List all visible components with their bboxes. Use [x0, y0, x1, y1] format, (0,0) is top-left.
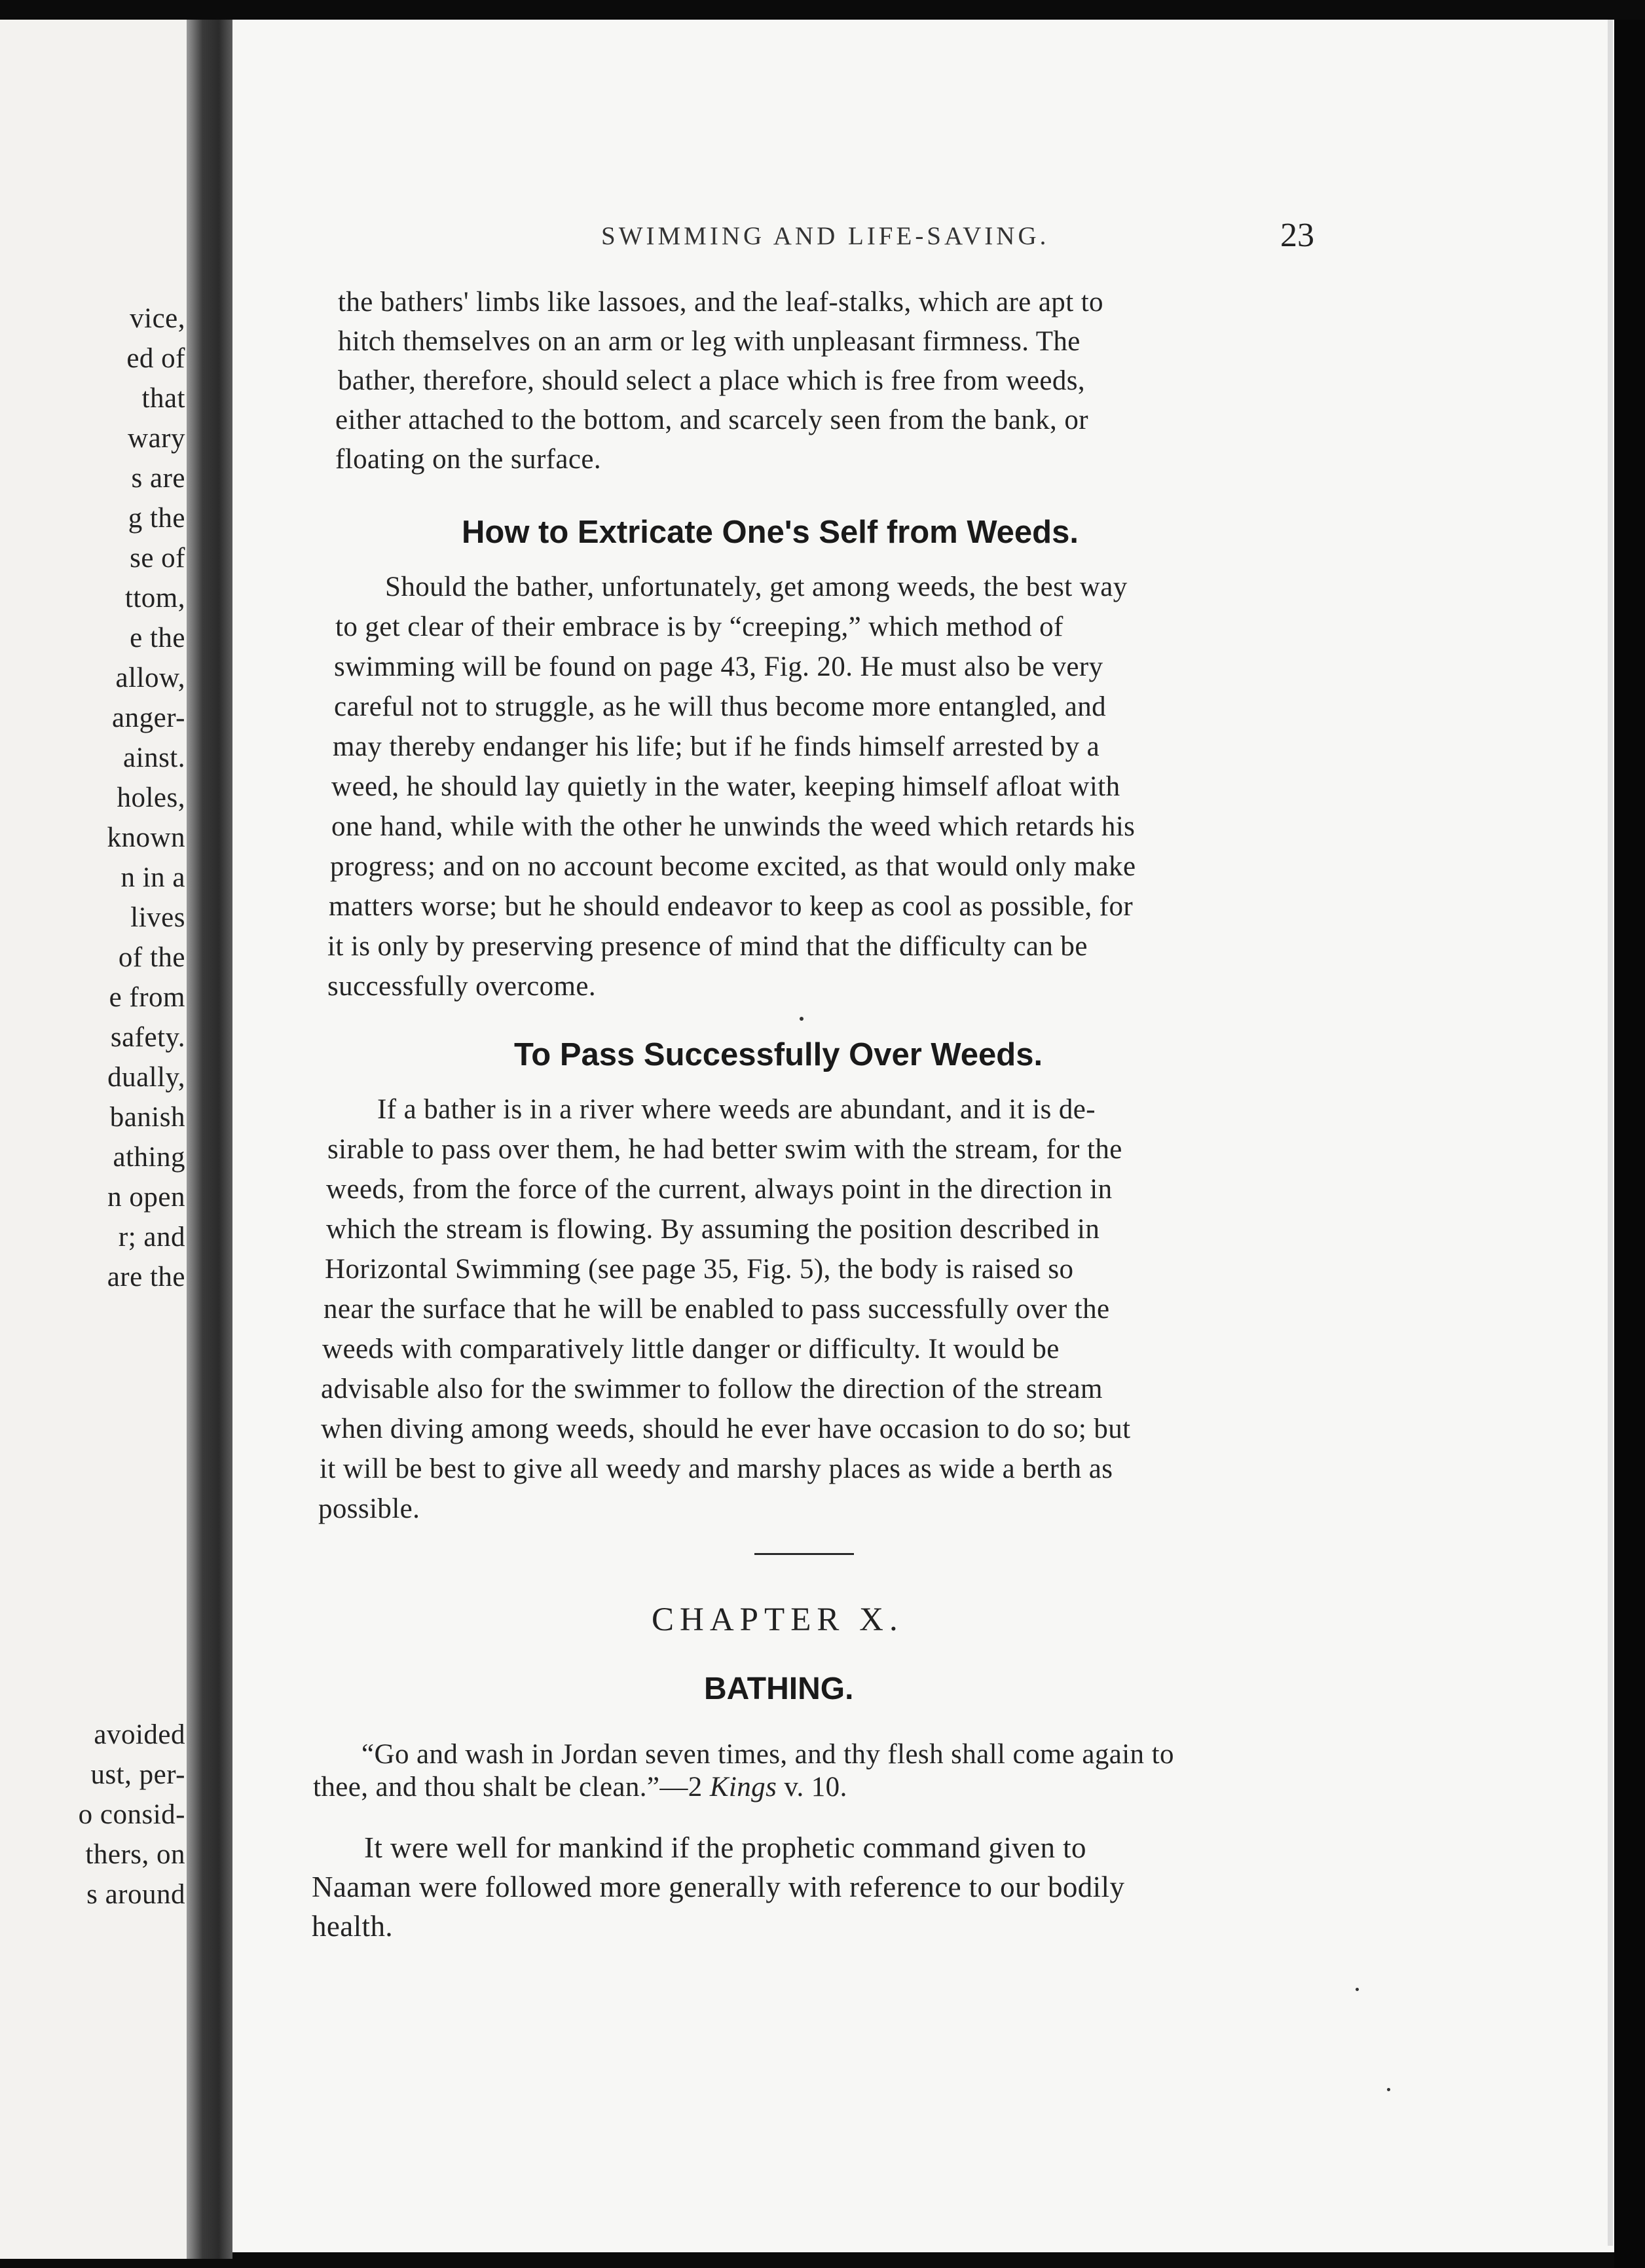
- facing-page-line: avoided: [94, 1719, 185, 1750]
- facing-page-line: ttom,: [124, 583, 185, 613]
- facing-page-line: ust, per-: [90, 1759, 185, 1790]
- text-line: sirable to pass over them, he had better swim with the stream, for the: [327, 1134, 1122, 1165]
- text-line: when diving among weeds, should he ever have occasion to do so; but: [321, 1414, 1131, 1444]
- text-line: which the stream is flowing. By assuming the position described in: [326, 1214, 1100, 1245]
- text-line: hitch themselves on an arm or leg with unpleasant firmness. The: [338, 326, 1081, 357]
- text-line: weeds, from the force of the current, always point in the direction in: [326, 1174, 1113, 1205]
- facing-page-line: e from: [109, 982, 185, 1013]
- scan-border: [1614, 20, 1645, 2268]
- facing-page-line: holes,: [117, 782, 185, 813]
- text-line: weeds with comparatively little danger or difficulty. It would be: [322, 1334, 1060, 1364]
- text-line: may thereby endanger his life; but if he finds himself arrested by a: [333, 731, 1100, 762]
- page-number: 23: [1280, 217, 1314, 254]
- facing-page-line: e the: [130, 623, 185, 653]
- text-line: Should the bather, unfortunately, get among weeds, the best way: [385, 572, 1128, 602]
- facing-page-line: athing: [113, 1142, 185, 1173]
- text-line: the bathers' limbs like lassoes, and the leaf-stalks, which are apt to: [338, 287, 1103, 318]
- text-line: near the surface that he will be enabled to pass successfully over the: [323, 1294, 1110, 1325]
- text-line: advisable also for the swimmer to follow the direction of the stream: [321, 1374, 1103, 1404]
- facing-page-line: ed of: [126, 343, 185, 374]
- facing-page-line: thers, on: [85, 1839, 185, 1870]
- facing-page-line: s are: [131, 463, 185, 494]
- facing-page-line: known: [107, 822, 185, 853]
- text-line: it is only by preserving presence of mind that the difficulty can be: [327, 931, 1088, 962]
- book-gutter: [187, 20, 232, 2259]
- facing-page-line: allow,: [115, 663, 185, 693]
- facing-page-line: that: [141, 383, 185, 414]
- text-line: one hand, while with the other he unwinds the weed which retards his: [331, 811, 1136, 842]
- epigraph-line: [313, 1773, 847, 1801]
- facing-page-line: safety.: [110, 1022, 185, 1053]
- text-line: weed, he should lay quietly in the water, keeping himself afloat with: [331, 771, 1120, 802]
- facing-page-line: banish: [109, 1102, 185, 1133]
- scan-speck: [1387, 2088, 1390, 2091]
- epigraph-verse: v. 10.: [777, 1772, 847, 1802]
- text-line: health.: [312, 1910, 394, 1943]
- epigraph-line: “Go and wash in Jordan seven times, and thy flesh shall come again to: [361, 1739, 1174, 1770]
- scan-speck: [800, 1017, 804, 1021]
- facing-page-line: n in a: [120, 862, 185, 893]
- facing-page-line: anger-: [112, 703, 185, 733]
- facing-page-line: wary: [128, 423, 185, 454]
- facing-page-line: g the: [128, 503, 185, 534]
- page-edge: [1608, 20, 1613, 2246]
- text-line: Naaman were followed more generally with reference to our bodily: [312, 1871, 1125, 1903]
- facing-page-line: are the: [107, 1262, 185, 1292]
- text-line: matters worse; but he should endeavor to keep as cool as possible, for: [329, 891, 1134, 922]
- running-head: SWIMMING AND LIFE-SAVING.: [601, 222, 1050, 250]
- facing-page-line: ainst.: [123, 742, 185, 773]
- facing-page-line: dually,: [107, 1062, 185, 1093]
- section-heading: How to Extricate One's Self from Weeds.: [462, 515, 1079, 550]
- facing-page-line: se of: [130, 543, 185, 574]
- text-line: floating on the surface.: [335, 444, 602, 475]
- text-line: successfully overcome.: [327, 971, 596, 1002]
- section-divider: [754, 1553, 854, 1555]
- text-line: progress; and on no account become excited, as that would only make: [330, 851, 1136, 882]
- text-line: careful not to struggle, as he will thus become more entangled, and: [334, 691, 1107, 722]
- text-line: it will be best to give all weedy and marshy places as wide a berth as: [320, 1454, 1113, 1484]
- text-line: either attached to the bottom, and scarcely seen from the bank, or: [335, 405, 1088, 435]
- text-line: swimming will be found on page 43, Fig. 20. He must also be very: [334, 651, 1103, 682]
- text-line: Horizontal Swimming (see page 35, Fig. 5), the body is raised so: [325, 1254, 1074, 1285]
- facing-page-line: r; and: [118, 1222, 185, 1253]
- facing-page-line: lives: [130, 902, 185, 933]
- facing-page: [0, 20, 187, 2259]
- facing-page-line: of the: [118, 942, 185, 973]
- facing-page-line: n open: [107, 1182, 185, 1213]
- facing-page-line: s around: [86, 1879, 185, 1910]
- epigraph-text: thee, and thou shalt be clean.”—2: [313, 1772, 710, 1802]
- facing-page-line: vice,: [130, 303, 185, 334]
- text-line: bather, therefore, should select a place which is free from weeds,: [338, 365, 1085, 396]
- epigraph-citation: Kings: [709, 1772, 777, 1802]
- text-line: possible.: [318, 1493, 420, 1524]
- facing-page-line: o consid-: [78, 1799, 185, 1830]
- text-line: to get clear of their embrace is by “creeping,” which method of: [335, 612, 1063, 642]
- scan-speck: [1356, 1988, 1359, 1991]
- text-line: If a bather is in a river where weeds are abundant, and it is de-: [377, 1094, 1096, 1125]
- section-heading: To Pass Successfully Over Weeds.: [514, 1037, 1043, 1072]
- chapter-title: BATHING.: [704, 1672, 854, 1706]
- chapter-number: CHAPTER X.: [652, 1601, 904, 1638]
- text-line: It were well for mankind if the prophetic command given to: [364, 1831, 1086, 1864]
